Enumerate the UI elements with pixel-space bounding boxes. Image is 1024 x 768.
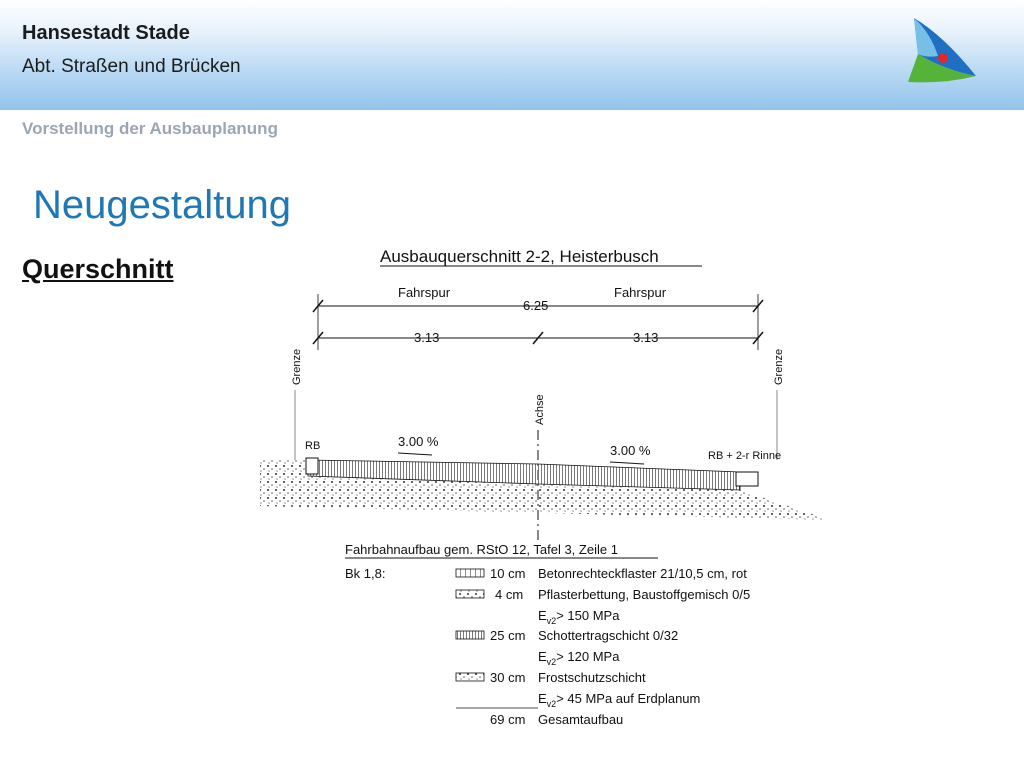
ev2-line-1: $E_{v2}> 150$ MPa bbox=[538, 608, 620, 626]
curb-right bbox=[736, 472, 758, 486]
slope-label-right: 3.00 % bbox=[610, 443, 651, 458]
layer-4-name: Frostschutzschicht bbox=[538, 670, 646, 685]
axis-label: Achse bbox=[534, 394, 546, 425]
cross-section-drawing bbox=[250, 240, 840, 730]
half-width-left-label: 3.13 bbox=[414, 330, 440, 345]
ev2-line-2: $E_{v2}> 120$ MPa bbox=[538, 649, 620, 667]
boundary-label-left: Grenze bbox=[291, 348, 303, 385]
layer-1-swatch bbox=[456, 569, 484, 577]
boundary-label-right: Grenze bbox=[773, 348, 785, 385]
header-banner bbox=[0, 0, 1024, 110]
curb-label-right: RB + 2-r Rinne bbox=[708, 450, 782, 462]
drawing-title: Ausbauquerschnitt 2-2, Heisterbusch bbox=[380, 247, 659, 266]
slope-arrow-right bbox=[610, 462, 644, 464]
department-name: Abt. Straßen und Brücken bbox=[22, 56, 241, 77]
lane-label-right: Fahrspur bbox=[614, 285, 667, 300]
lane-label-left: Fahrspur bbox=[398, 285, 451, 300]
slide-subtitle: Vorstellung der Ausbauplanung bbox=[22, 119, 278, 138]
ev2-line-3: $E_{v2}> 45$ MPa auf Erdplanum bbox=[538, 691, 701, 709]
layer-2-swatch bbox=[456, 590, 484, 598]
total-thickness: 69 cm bbox=[490, 712, 526, 727]
slope-arrow-left bbox=[398, 453, 432, 455]
slide-title: Neugestaltung bbox=[33, 183, 291, 227]
layer-2-name: Pflasterbettung, Baustoffgemisch 0/5 bbox=[538, 587, 751, 602]
layer-4-swatch bbox=[456, 673, 484, 681]
stade-sail-logo-icon bbox=[904, 14, 980, 86]
buildup-heading: Fahrbahnaufbau gem. RStO 12, Tafel 3, Zeile 1 bbox=[345, 542, 618, 557]
slope-label-left: 3.00 % bbox=[398, 434, 439, 449]
layer-4-thickness: 30 cm bbox=[490, 670, 526, 685]
organization-name: Hansestadt Stade bbox=[22, 22, 190, 44]
total-width-label: 6.25 bbox=[523, 298, 549, 313]
load-class-label: Bk 1,8: bbox=[345, 566, 386, 581]
layer-2-thickness: 4 cm bbox=[495, 587, 524, 602]
layer-3-name: Schottertragschicht 0/32 bbox=[538, 628, 679, 643]
curb-left bbox=[306, 458, 318, 474]
layer-3-thickness: 25 cm bbox=[490, 628, 526, 643]
total-name: Gesamtaufbau bbox=[538, 712, 624, 727]
half-width-right-label: 3.13 bbox=[633, 330, 659, 345]
layer-3-swatch bbox=[456, 631, 484, 639]
curb-label-left: RB bbox=[305, 440, 321, 452]
section-heading: Querschnitt bbox=[22, 254, 174, 284]
layer-1-name: Betonrechteckflaster 21/10,5 cm, rot bbox=[538, 566, 747, 581]
layer-1-thickness: 10 cm bbox=[490, 566, 526, 581]
